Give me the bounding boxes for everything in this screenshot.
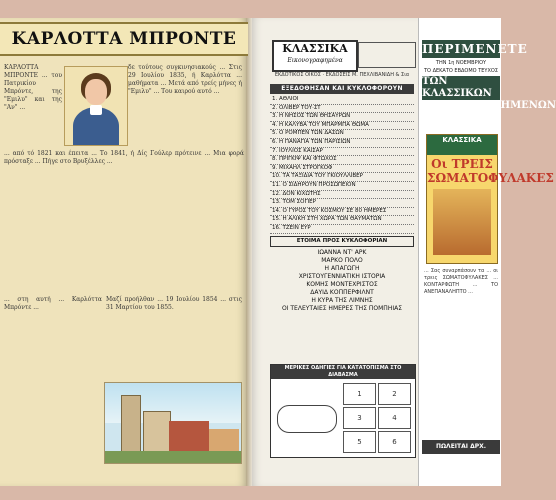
list-item: 5. Ο ΡΟΜΠΕΝ ΤΩΝ ΔΑΣΩΝ	[270, 130, 414, 139]
list-item: 11. Ο ΣΙΔΗΡΟΥΝ ΠΡΟΣΩΠΕΙΟΝ	[270, 182, 414, 191]
list-item: 1. ΑΘΛΙΟΙ	[270, 96, 414, 105]
series-logo-title: ΚΛΑΣΣΙΚΑ	[282, 42, 348, 55]
scene-tower	[121, 395, 141, 455]
upcoming-item: ΔΑΥΙΔ ΚΟΠΠΕΡΦΙΛΝΤ	[310, 289, 374, 296]
panel-cell: 3	[343, 407, 376, 429]
upcoming-item: Η ΚΥΡΑ ΤΗΣ ΛΙΜΝΗΣ	[311, 297, 373, 304]
upcoming-item: ΧΡΙΣΤΟΥΓΕΝΝΙΑΤΙΚΗ ΙΣΤΟΡΙΑ	[298, 273, 386, 280]
church-scene-illustration	[104, 382, 242, 464]
panel-cell: 4	[378, 407, 411, 429]
ad-cover-series: ΚΛΑΣΣΙΚΑ	[427, 135, 497, 155]
book-gutter	[246, 18, 252, 486]
list-item: 9. ΜΙΧΑΗΛ ΣΤΡΟΓΚΟΦ	[270, 165, 414, 174]
list-item: 14. Ο ΓΥΡΟΣ ΤΟΥ ΚΟΣΜΟΥ ΣΕ 80 ΗΜΕΡΕΣ	[270, 208, 414, 217]
published-list	[270, 96, 414, 234]
list-item: 6. Η ΠΑΝΑΓΙΑ ΤΩΝ ΠΑΡΙΣΙΩΝ	[270, 139, 414, 148]
list-item: 3. Η ΝΗΣΟΣ ΤΩΝ ΘΗΣΑΥΡΩΝ	[270, 113, 414, 122]
portrait-face	[85, 79, 107, 105]
scene-ground	[105, 451, 241, 463]
series-logo	[272, 40, 358, 72]
reading-tips-title: ΜΕΡΙΚΕΣ ΟΔΗΓΙΕΣ ΓΙΑ ΚΑΤΑΤΟΠΙΣΜΑ ΣΤΟ ΔΙΑΒΑΣΜΑ	[271, 365, 415, 379]
list-item: 15. Η ΑΛΙΚΗ ΣΤΗ ΧΩΡΑ ΤΩΝ ΘΑΥΜΑΤΩΝ	[270, 216, 414, 225]
list-item: 8. ΠΡΙΓΚΙΨ ΚΑΙ ΦΤΩΧΟΣ	[270, 156, 414, 165]
series-logo-subtitle: Εικονογραφημένα	[287, 57, 343, 64]
panel-order-grid	[343, 383, 411, 453]
upcoming-section	[270, 236, 414, 313]
ad-cover-image	[426, 134, 554, 264]
list-item: 13. ΤΟΜ ΣΟΓΙΕΡ	[270, 199, 414, 208]
ad-issue-line: ΤΟ ΔΕΚΑΤΟ ΕΒΔΟΜΟ ΤΕΥΧΟΣ	[423, 68, 498, 74]
scene-church	[143, 411, 171, 455]
speech-bubble-diagram	[277, 405, 337, 433]
article-text-col1: ΚΑΡΛΟΤΤΑ ΜΠΡΟΝΤΕ ... του Πατρικίου Μπρόντε, της "Εμιλυ" και της "Αν" ...	[4, 64, 62, 111]
list-item: 2. ΟΛΙΒΕΡ ΤΟΥ·ΣΤ	[270, 105, 414, 114]
ad-cover-art	[433, 189, 491, 255]
ad-header: ΠΕΡΙΜΕΝΕΤΕ	[422, 42, 528, 56]
publisher-line: ΕΚΔΟΤΙΚΟΣ ΟΙΚΟΣ · ΕΚΔΟΣΕΙΣ Μ. ΠΕΧΛΙΒΑΝΙΔΗ & Σια	[274, 72, 410, 78]
publisher-stamp	[358, 42, 416, 68]
ad-footer: ΠΩΛΕΙΤΑΙ ΔΡΧ.	[422, 440, 500, 454]
reading-tips-box	[270, 364, 416, 458]
panel-cell: 1	[343, 383, 376, 405]
ad-series-band: ΤΩΝ ΚΛΑΣΣΙΚΩΝ ΕΙΚΟΝΟΓΡΑΦΗΜΕΝΩΝ	[422, 76, 556, 111]
list-item: 16. ΤΖΕΙΝ ΕΥΡ	[270, 225, 414, 234]
list-item: 10. ΤΑ ΤΑΞΙΔΙΑ ΤΟΥ ΓΚΙΟΥΛΛΙΒΕΡ	[270, 173, 414, 182]
ad-date-line: ΤΗΝ 1η ΝΟΕΜΒΡΙΟΥ	[435, 60, 487, 66]
portrait-illustration	[64, 66, 128, 146]
upcoming-section-title: ΕΤΟΙΜΑ ΠΡΟΣ ΚΥΚΛΟΦΟΡΙΑΝ	[270, 236, 414, 247]
list-item: 12. ΔΟΝ ΚΙΧΩΤΗΣ	[270, 191, 414, 200]
upcoming-item: ΜΑΡΚΟ ΠΟΛΟ	[321, 257, 363, 264]
article-title: ΚΑΡΛΟΤΤΑ ΜΠΡΟΝΤΕ	[0, 22, 248, 56]
scene-roof	[169, 421, 209, 453]
upcoming-item: Η ΑΠΑΓΩΓΗ	[324, 265, 360, 272]
article-text-middle: ... από τό 1821 και έπειτα ... Το 1841, ή Δίς Γούλερ πρότεινε ... Μια φορά πρόσταξε ... Πήγε στο Βρυξέλλες ...	[4, 150, 244, 165]
upcoming-item: ΙΩΑΝΝΑ ΝΤ' ΑΡΚ	[317, 249, 367, 256]
ad-cover-title: Οι ΤΡΕΙΣ ΣΩΜΑΤΟΦΥΛΑΚΕΣ	[427, 157, 554, 185]
article-text-low-right: Μαζί προήλθαν ... 19 Ιουλίου 1854 ... στις 31 Μαρτίου του 1855.	[106, 296, 242, 311]
panel-cell: 6	[378, 431, 411, 453]
upcoming-item: ΟΙ ΤΕΛΕΥΤΑΙΕΣ ΗΜΕΡΕΣ ΤΗΣ ΠΟΜΠΗΙΑΣ	[281, 305, 402, 312]
portrait-collar	[90, 105, 102, 115]
upcoming-item: ΚΟΜΗΣ ΜΟΝΤΕΧΡΙΣΤΟΣ	[306, 281, 378, 288]
panel-cell: 5	[343, 431, 376, 453]
panel-cell: 2	[378, 383, 411, 405]
article-text-low-left: ... στη αυτή ... Καρλόττα Μπρόντε ...	[4, 296, 102, 311]
published-section-title: ΕΞΕΔΟΘΗΣΑΝ ΚΑΙ ΚΥΚΛΟΦΟΡΟΥΝ	[270, 84, 414, 94]
ad-body-text: ... Σας συναρπάσουν τα ... οι τρεις ΣΩΜΑΤΟΦΥΛΑΚΕΣ ... ΚΟΝΤΑΡΦΩΤΗ ... ΤΟ ΑΝΕΠΑΝΑΛΗΠΤΟ ...	[424, 268, 498, 295]
list-item: 7. ΙΟΥΛΙΟΣ ΚΑΙΣΑΡ	[270, 148, 414, 157]
list-item: 4. Η ΚΑΛΥΒΑ ΤΟΥ ΜΠΑΡΜΠΑ ΘΩΜΑ	[270, 122, 414, 131]
scene-house	[209, 429, 239, 453]
article-text-col2: δε τούτους συγκινησιακούς ... Στις 29 Ιουλίου 1835, ή Καρλόττα ... μαθήματα ... Μετά από τρείς μήνες ή "Εμιλυ" ... Του καιρού αυτό ...	[128, 64, 242, 95]
